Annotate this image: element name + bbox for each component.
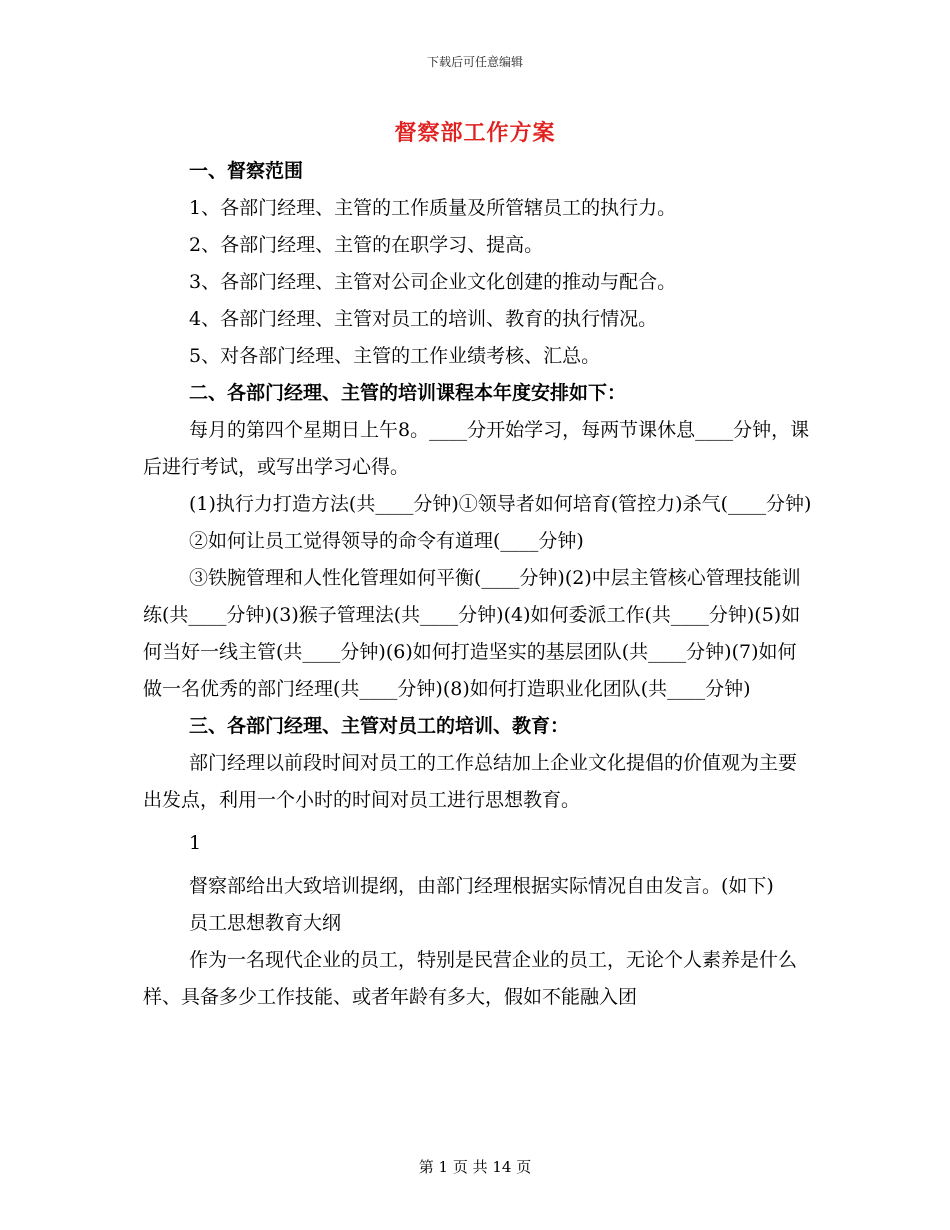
paragraph: 员工思想教育大纲: [189, 912, 342, 934]
paragraph: 作为一名现代企业的员工，特别是民营企业的员工，无论个人素养是什么样、具备多少工作技能、或者年龄有多大，假如不能融入团: [143, 949, 798, 1008]
paragraph: 部门经理以前段时间对员工的工作总结加上企业文化提倡的价值观为主要出发点，利用一个小时的时间对员工进行思想教育。: [143, 752, 798, 811]
paragraph: 每月的第四个星期日上午8。____分开始学习，每两节课休息____分钟，课后进行考试，或写出学习心得。: [143, 419, 810, 478]
paragraph: 3、各部门经理、主管对公司企业文化创建的推动与配合。: [189, 271, 677, 293]
paragraph: 2、各部门经理、主管的在职学习、提高。: [189, 234, 544, 256]
section-heading: 一、督察范围: [189, 160, 304, 182]
page-footer: 第 1 页 共 14 页: [418, 1158, 532, 1176]
paragraph: 4、各部门经理、主管对员工的培训、教育的执行情况。: [189, 308, 658, 330]
paragraph: ③铁腕管理和人性化管理如何平衡(____分钟)(2)中层主管核心管理技能训练(共____分钟)(3)猴子管理法(共____分钟)(4)如何委派工作(共____分钟)(5)如何当好一线主管(共____分钟)(6)如何打造坚实的基层团队(共____分钟)(7)如何做一名优秀的部门经理(共____分钟)(8)如何打造职业化团队(共____分钟): [143, 567, 801, 700]
inline-page-number: 1: [189, 832, 202, 854]
paragraph: 督察部给出大致培训提纲，由部门经理根据实际情况自由发言。(如下): [189, 875, 774, 897]
document-body: [143, 153, 813, 1016]
paragraph: 5、对各部门经理、主管的工作业绩考核、汇总。: [189, 345, 601, 367]
document-title: 督察部工作方案: [394, 120, 556, 146]
paragraph: ②如何让员工觉得领导的命令有道理(____分钟): [189, 530, 584, 552]
paragraph: (1)执行力打造方法(共____分钟)①领导者如何培育(管控力)杀气(____分钟): [189, 493, 812, 515]
header-note: 下载后可任意编辑: [426, 55, 523, 69]
paragraph: 1、各部门经理、主管的工作质量及所管辖员工的执行力。: [189, 197, 677, 219]
section-heading: 三、各部门经理、主管对员工的培训、教育：: [189, 715, 570, 737]
section-heading: 二、各部门经理、主管的培训课程本年度安排如下：: [189, 382, 627, 404]
